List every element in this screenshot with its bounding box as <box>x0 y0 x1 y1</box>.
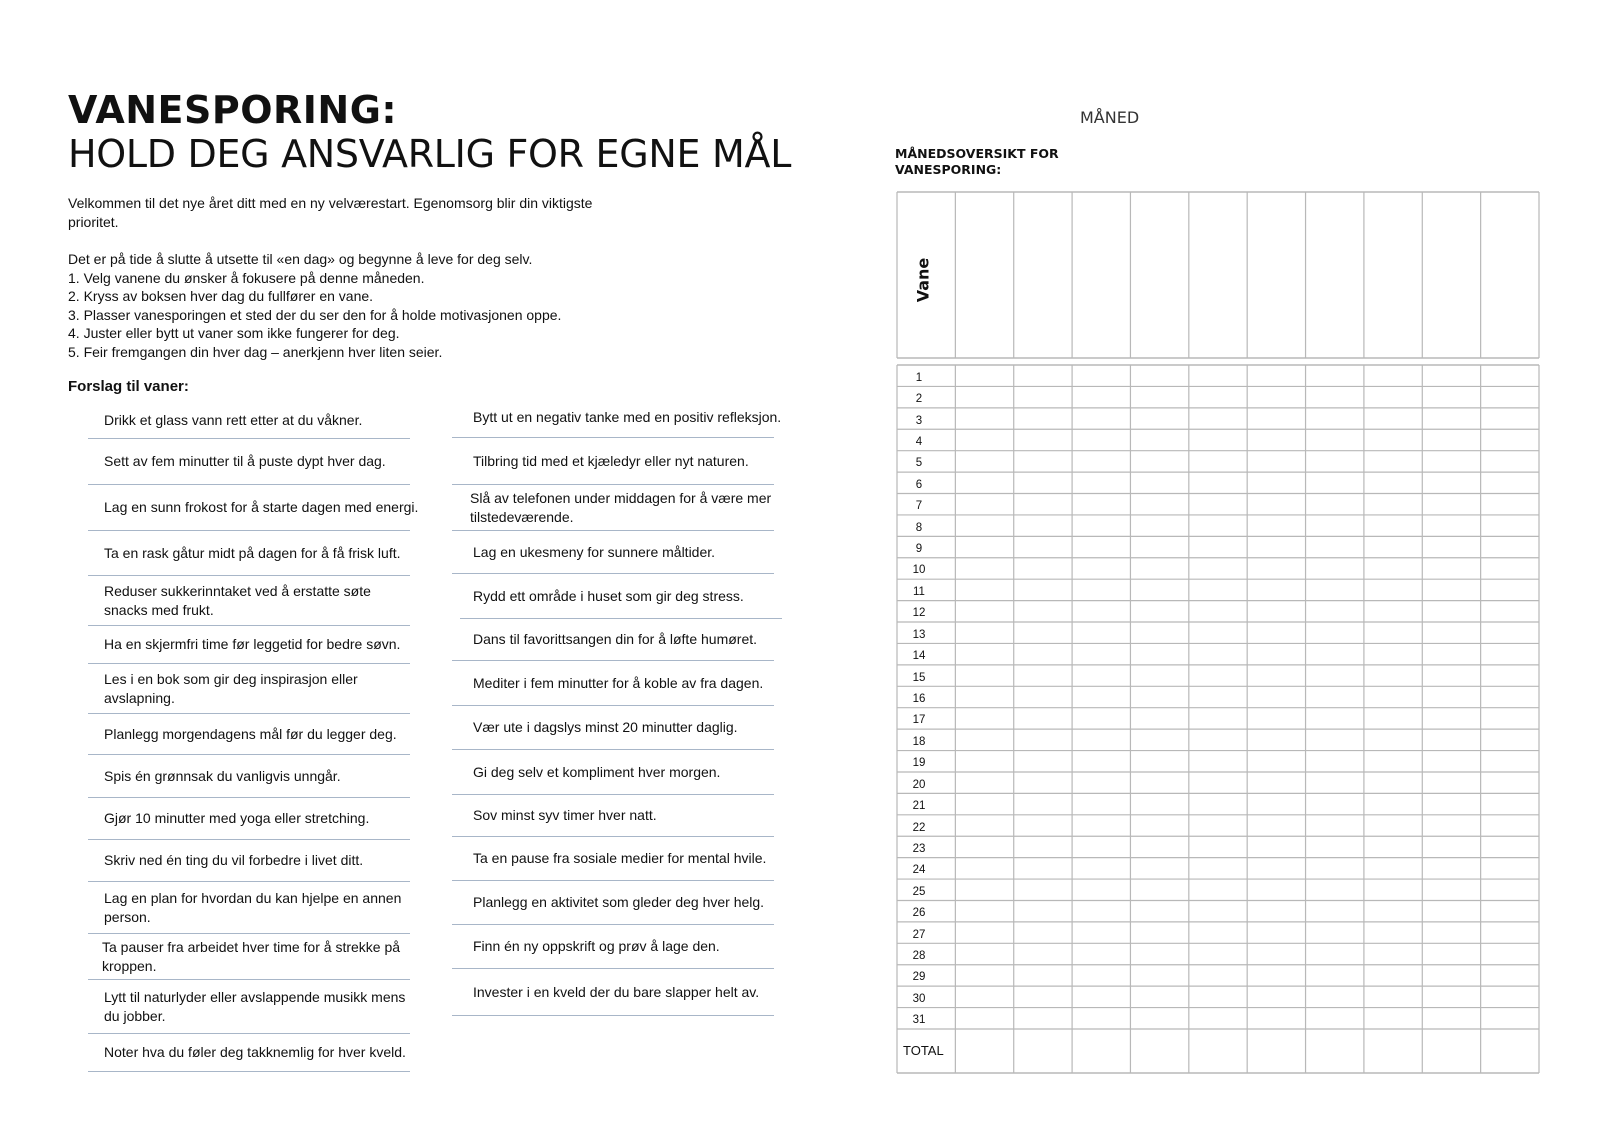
instruction-item: 2. Kryss av boksen hver dag du fullfører en vane. <box>68 288 374 305</box>
day-number: 29 <box>912 971 926 984</box>
suggestion-text: Les i en bok som gir deg inspirasjon eller avslapning. <box>104 670 358 706</box>
suggestion-text: Slå av telefonen under middagen for å være mer tilstedeværende. <box>470 489 772 525</box>
total-row-label: TOTAL <box>903 1043 944 1058</box>
suggestion-text: Planlegg morgendagens mål før du legger deg. <box>104 725 397 742</box>
suggestion-text: Gjør 10 minutter med yoga eller stretching. <box>104 810 370 826</box>
suggestion-text: Ta en pause fra sosiale medier for mental hvile. <box>473 850 767 866</box>
suggestion-text: Reduser sukkerinntaket ved å erstatte søte snacks med frukt. <box>104 582 371 618</box>
day-number: 5 <box>915 457 923 470</box>
day-number: 31 <box>912 1014 926 1027</box>
day-number: 12 <box>912 607 926 620</box>
suggestion-text: Rydd ett område i huset som gir deg stress. <box>473 587 744 604</box>
day-number: 19 <box>912 757 926 770</box>
instruction-item: 1. Velg vanene du ønsker å fokusere på denne måneden. <box>68 269 425 286</box>
suggestions-heading: Forslag til vaner: <box>68 378 189 395</box>
day-number: 13 <box>912 628 926 641</box>
suggestion-text: Noter hva du føler deg takknemlig for hver kveld. <box>104 1044 406 1060</box>
instruction-item: 5. Feir fremgangen din hver dag – anerkjenn hver liten seier. <box>68 343 443 360</box>
suggestion-text: Lytt til naturlyder eller avslappende musikk mens du jobber. <box>104 988 406 1024</box>
day-number: 20 <box>912 778 926 791</box>
suggestion-text: Planlegg en aktivitet som gleder deg hver helg. <box>473 894 765 910</box>
suggestion-text: Gi deg selv et kompliment hver morgen. <box>473 763 721 780</box>
vane-column-header: Vane <box>913 257 933 303</box>
day-number: 7 <box>915 500 923 513</box>
day-number: 8 <box>915 521 923 534</box>
tracker-title-line: VANESPORING: <box>895 162 1002 177</box>
day-number: 21 <box>912 800 926 813</box>
suggestion-text: Skriv ned én ting du vil forbedre i livet ditt. <box>104 852 364 868</box>
suggestion-text: Mediter i fem minutter for å koble av fra dagen. <box>473 674 764 691</box>
day-number: 1 <box>915 371 923 384</box>
suggestion-text: Ha en skjermfri time før leggetid for bedre søvn. <box>104 636 401 652</box>
suggestion-text: Sov minst syv timer hver natt. <box>473 807 657 823</box>
instruction-item: 4. Juster eller bytt ut vaner som ikke fungerer for deg. <box>68 325 400 342</box>
suggestion-text: Finn én ny oppskrift og prøv å lage den. <box>473 938 720 954</box>
day-number: 2 <box>915 393 923 406</box>
day-number: 6 <box>915 478 923 491</box>
suggestion-text: Drikk et glass vann rett etter at du våkner. <box>104 412 363 428</box>
suggestion-text: Tilbring tid med et kjæledyr eller nyt naturen. <box>473 452 749 469</box>
day-number: 18 <box>912 735 926 748</box>
suggestion-text: Invester i en kveld der du bare slapper helt av. <box>473 983 760 1000</box>
day-number: 23 <box>912 842 926 855</box>
day-number: 22 <box>912 821 926 834</box>
day-number: 11 <box>913 585 925 598</box>
day-number: 9 <box>915 543 923 556</box>
instruction-item: Det er på tide å slutte å utsette til «en dag» og begynne å leve for deg selv. <box>68 251 533 267</box>
day-number: 24 <box>912 864 926 877</box>
day-number: 3 <box>915 414 923 427</box>
day-number: 15 <box>912 671 926 684</box>
day-number: 26 <box>912 907 926 920</box>
day-number: 4 <box>915 435 923 448</box>
month-label: MÅNED <box>1080 108 1140 127</box>
day-number: 25 <box>912 885 926 898</box>
tracker-title-line: MÅNEDSOVERSIKT FOR <box>895 146 1059 161</box>
suggestion-text: Ta pauser fra arbeidet hver time for å strekke på kroppen. <box>102 938 401 974</box>
suggestion-text: Lag en sunn frokost for å starte dagen med energi. <box>104 499 419 515</box>
suggestion-text: Spis én grønnsak du vanligvis unngår. <box>104 767 341 784</box>
page-title: VANESPORING: <box>68 88 398 132</box>
day-number: 17 <box>912 714 926 727</box>
suggestion-text: Ta en rask gåtur midt på dagen for å få frisk luft. <box>104 544 401 561</box>
suggestion-text: Bytt ut en negativ tanke med en positiv refleksjon. <box>473 409 782 425</box>
suggestion-text: Lag en ukesmeny for sunnere måltider. <box>473 543 716 560</box>
page-subtitle: HOLD DEG ANSVARLIG FOR EGNE MÅL <box>68 132 792 176</box>
instruction-item: 3. Plasser vanesporingen et sted der du ser den for å holde motivasjonen oppe. <box>68 306 562 323</box>
day-number: 14 <box>912 650 926 663</box>
day-number: 27 <box>912 928 926 941</box>
day-number: 30 <box>912 992 926 1005</box>
suggestion-text: Lag en plan for hvordan du kan hjelpe en annen person. <box>104 889 402 925</box>
day-number: 28 <box>912 950 926 963</box>
suggestion-text: Vær ute i dagslys minst 20 minutter daglig. <box>473 719 738 735</box>
day-number: 16 <box>912 693 926 705</box>
suggestion-text: Sett av fem minutter til å puste dypt hver dag. <box>104 453 386 469</box>
day-number: 10 <box>912 564 926 577</box>
suggestion-text: Dans til favorittsangen din for å løfte humøret. <box>473 631 758 647</box>
intro-paragraph: Velkommen til det nye året ditt med en ny velværestart. Egenomsorg blir din viktigste prioritet. <box>68 195 593 230</box>
